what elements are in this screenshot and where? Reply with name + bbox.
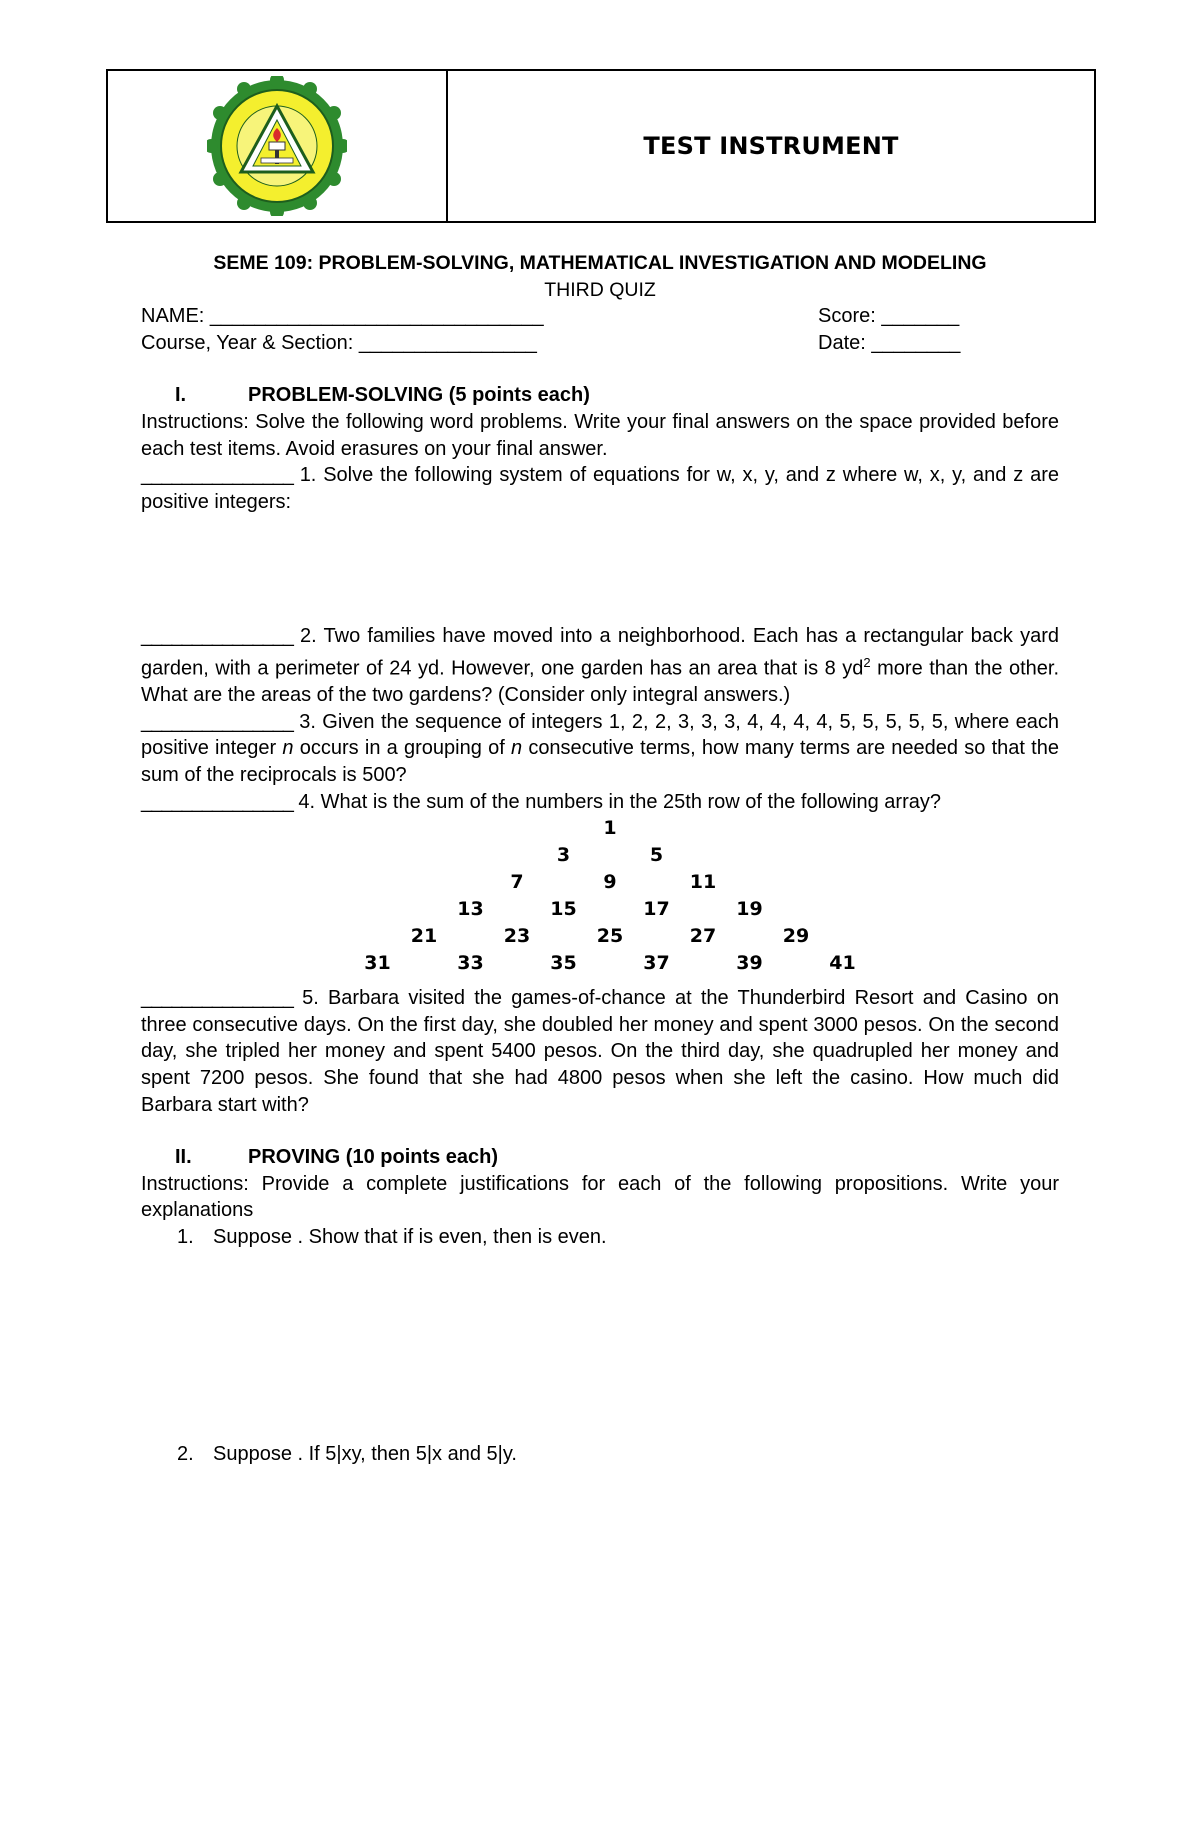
- section-2-number: II.: [175, 1146, 192, 1169]
- pyramid-number: 13: [457, 898, 484, 921]
- quiz-label: THIRD QUIZ: [544, 278, 656, 301]
- header-table: [106, 69, 1096, 223]
- proof-item-text: Suppose . Show that if is even, then is even.: [213, 1225, 607, 1248]
- proof-item-text: Suppose . If 5|xy, then 5|x and 5|y.: [213, 1442, 517, 1465]
- answer-blank[interactable]: _______________: [141, 790, 293, 813]
- proof-item-number: 2.: [177, 1442, 194, 1465]
- document-title: TEST INSTRUMENT: [643, 132, 899, 160]
- pyramid-number: 7: [510, 871, 524, 894]
- variable-n: n: [282, 737, 294, 760]
- question-2-text-b: more than the other. What are the areas of the two gardens? (Consider only integral answers.): [141, 657, 1060, 707]
- pyramid-number: 39: [736, 952, 763, 975]
- superscript-2: 2: [863, 654, 871, 670]
- proof-item-number: 1.: [177, 1225, 194, 1248]
- section-2-title: PROVING (10 points each): [248, 1146, 499, 1169]
- pyramid-number: 35: [550, 952, 577, 975]
- section-1-number: I.: [175, 384, 187, 407]
- name-field[interactable]: NAME: ______________________________: [141, 305, 544, 328]
- logo-cell: [108, 71, 448, 221]
- pyramid-number: 33: [457, 952, 484, 975]
- variable-n: n: [510, 737, 523, 760]
- pyramid-number: 1: [603, 817, 617, 840]
- course-date-row: [141, 330, 1059, 357]
- question-3: [141, 709, 1059, 789]
- pyramid-number: 27: [689, 925, 717, 948]
- answer-blank[interactable]: _______________: [141, 987, 293, 1010]
- pyramid-number: 21: [410, 925, 438, 948]
- question-2-text-a: 2. Two families have moved into a neighborhood. Each has a rectangular back yard garden, with a perimeter of 24 yd. However, one garden has an area that is 8 yd: [141, 625, 1059, 680]
- pyramid-number: 29: [782, 925, 810, 948]
- section-1-heading: [141, 382, 1059, 409]
- question-3-text-a: 3. Given the sequence of integers 1, 2, 2, 3, 3, 3, 4, 4, 4, 4, 5, 5, 5, 5, 5, where each positive integer: [141, 710, 1059, 760]
- pyramid-number: 31: [364, 952, 391, 975]
- section-1-title: PROBLEM-SOLVING (5 points each): [248, 384, 590, 407]
- pyramid-number: 9: [603, 871, 617, 894]
- answer-blank[interactable]: _______________: [141, 710, 293, 733]
- name-score-row: [141, 303, 1059, 330]
- pyramid-number: 41: [829, 952, 856, 975]
- answer-blank[interactable]: _______________: [141, 464, 293, 487]
- question-4-text: 4. What is the sum of the numbers in the 25th row of the following array?: [298, 790, 941, 813]
- pyramid-number: 23: [503, 925, 531, 948]
- pyramid-number: 3: [556, 844, 571, 867]
- pyramid-number: 25: [596, 925, 624, 948]
- section-2-instructions: Instructions: Provide a complete justifications for each of the following propositions. Write your explanations: [141, 1172, 1059, 1222]
- question-3-text-b: occurs in a grouping of: [293, 737, 511, 760]
- proof-item-1: [141, 1224, 1059, 1251]
- title-cell: [448, 71, 1094, 221]
- question-5: [141, 985, 1059, 1118]
- question-5-text: 5. Barbara visited the games-of-chance at the Thunderbird Resort and Casino on three consecutive days. On the first day, she doubled her money and spent 3000 pesos. On the second day, she tripled her money and spent 5400 pesos. On the third day, she quadrupled her money and spent 7200 pesos. She found that she had 4800 pesos when she left the casino. How much did Barbara start with?: [141, 987, 1059, 1116]
- number-pyramid: [141, 815, 1059, 985]
- pyramid-number: 15: [550, 898, 577, 921]
- question-4: [141, 789, 1059, 816]
- proof-item-2: [141, 1441, 1059, 1468]
- question-1-text: 1. Solve the following system of equations for w, x, y, and z where w, x, y, and z are positive integers:: [141, 464, 1059, 513]
- question-3-text-c: consecutive terms, how many terms are needed so that the sum of the reciprocals is 500?: [141, 737, 1059, 786]
- pyramid-number: 17: [643, 898, 670, 921]
- section-2-heading: [141, 1144, 1059, 1171]
- course-field[interactable]: Course, Year & Section: ________________: [141, 331, 537, 354]
- pyramid-number: 5: [649, 844, 664, 867]
- score-field[interactable]: Score: _______: [818, 305, 960, 328]
- pyramid-number: 11: [689, 871, 717, 894]
- course-title: SEME 109: PROBLEM-SOLVING, MATHEMATICAL INVESTIGATION AND MODELING: [213, 252, 987, 274]
- quiz-content: [141, 250, 1059, 1467]
- answer-blank[interactable]: _______________: [141, 625, 293, 648]
- question-2: [141, 623, 1059, 708]
- date-field[interactable]: Date: ________: [818, 331, 961, 354]
- school-seal-logo: [207, 76, 347, 216]
- question-1: [141, 462, 1059, 515]
- section-1-instructions: Instructions: Solve the following word problems. Write your final answers on the space provided before each test items. Avoid erasures on your final answer.: [141, 410, 1059, 460]
- pyramid-number: 19: [736, 898, 763, 921]
- pyramid-number: 37: [643, 952, 670, 975]
